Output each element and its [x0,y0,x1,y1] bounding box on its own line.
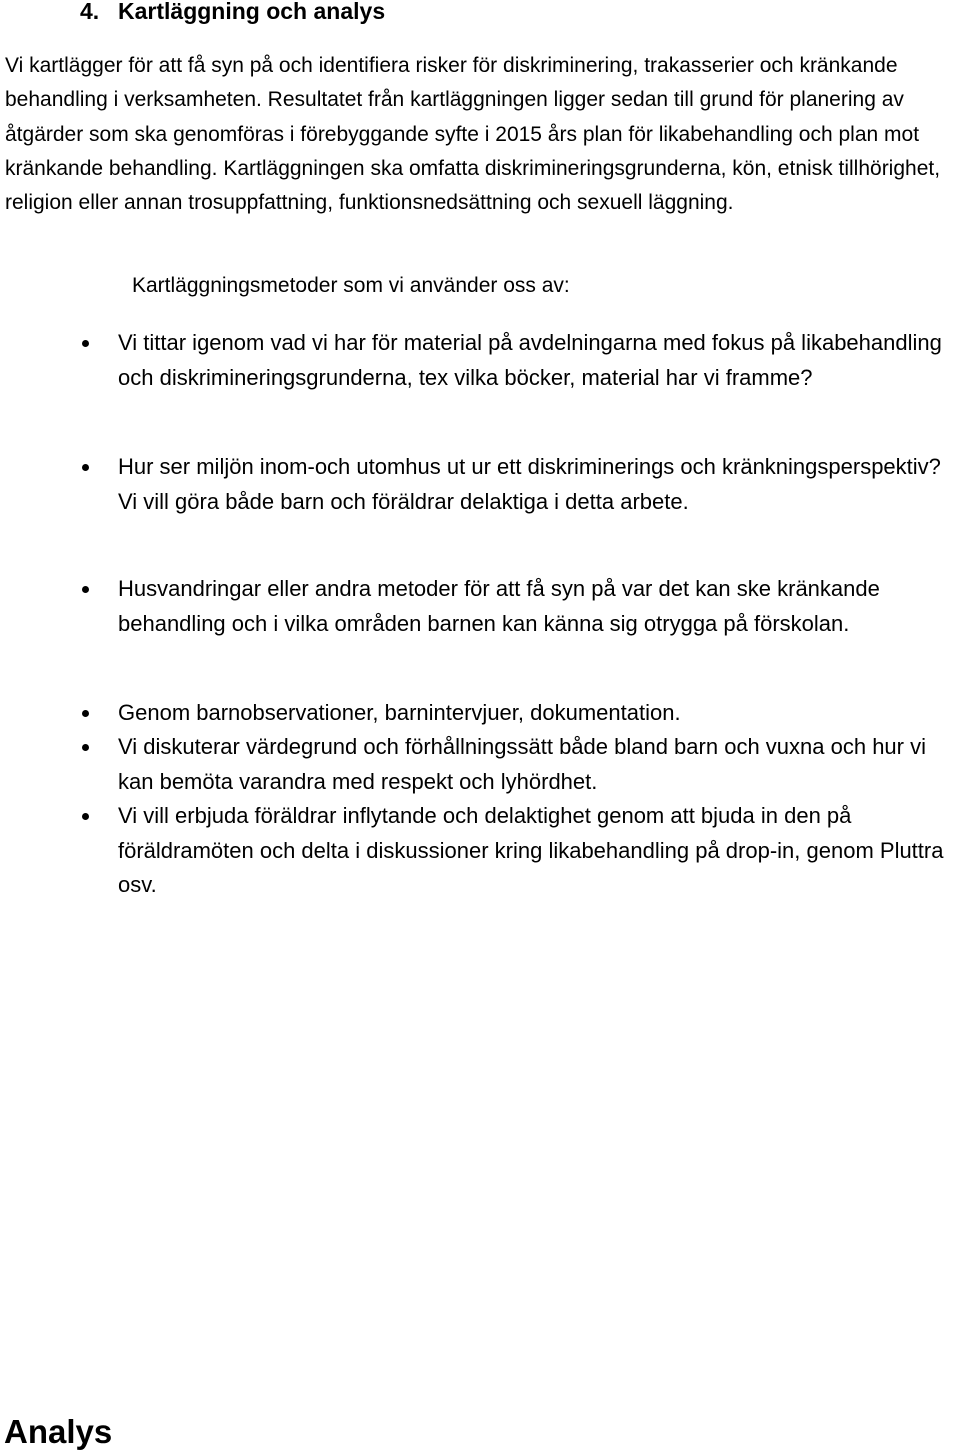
bullet-icon [82,813,89,820]
bullet-icon [82,464,89,471]
methods-label: Kartläggningsmetoder som vi använder oss av: [132,274,570,297]
list-item-text: Vi tittar igenom vad vi har för material på avdelningarna med fokus på likabehandling och diskrimineringsgrunderna, tex vilka böcker, material har vi framme? [118,330,942,390]
section-title: Kartläggning och analys [118,0,386,24]
intro-paragraph: Vi kartlägger för att få syn på och identifiera risker för diskriminering, trakasserier och kränkande behandling i verksamheten. Resultatet från kartläggningen ligger sedan till grund för planering av åtgärder som ska genomföras i förebyggande syfte i 2015 års plan för likabehandling och plan mot kränkande behandling. Kartläggningen ska omfatta diskrimineringsgrunderna, kön, etnisk tillhörighet, religion eller annan trosuppfattning, funktionsnedsättning och sexuell läggning. [5,54,941,215]
bullet-icon [82,340,89,347]
list-item-text: Hur ser miljön inom-och utomhus ut ur ett diskriminerings och kränkningsperspektiv? Vi vill göra både barn och föräldrar delaktiga i detta arbete. [118,454,941,514]
list-item-parent-involvement [118,799,960,903]
section-heading [80,0,385,26]
list-item-walkthroughs [118,572,960,641]
list-item-environment [118,450,960,519]
bullet-icon [82,744,89,751]
analysis-heading: Analys [4,1413,113,1450]
list-item-text: Genom barnobservationer, barnintervjuer, dokumentation. [118,700,681,725]
list-item-text: Vi diskuterar värdegrund och förhållningssätt både bland barn och vuxna och hur vi kan bemöta varandra med respekt och lyhördhet. [118,734,926,794]
list-item-text: Husvandringar eller andra metoder för att få syn på var det kan ske kränkande behandling och i vilka områden barnen kan känna sig otrygga på förskolan. [118,576,880,636]
list-item-materials [118,326,960,395]
list-item-values-discussion [118,730,960,799]
list-item-text: Vi vill erbjuda föräldrar inflytande och delaktighet genom att bjuda in den på föräldramöten och delta i diskussioner kring likabehandling på drop-in, genom Pluttra osv. [118,803,944,897]
bullet-icon [82,586,89,593]
list-item-observations [118,696,960,731]
bullet-icon [82,710,89,717]
section-number: 4. [80,0,100,24]
